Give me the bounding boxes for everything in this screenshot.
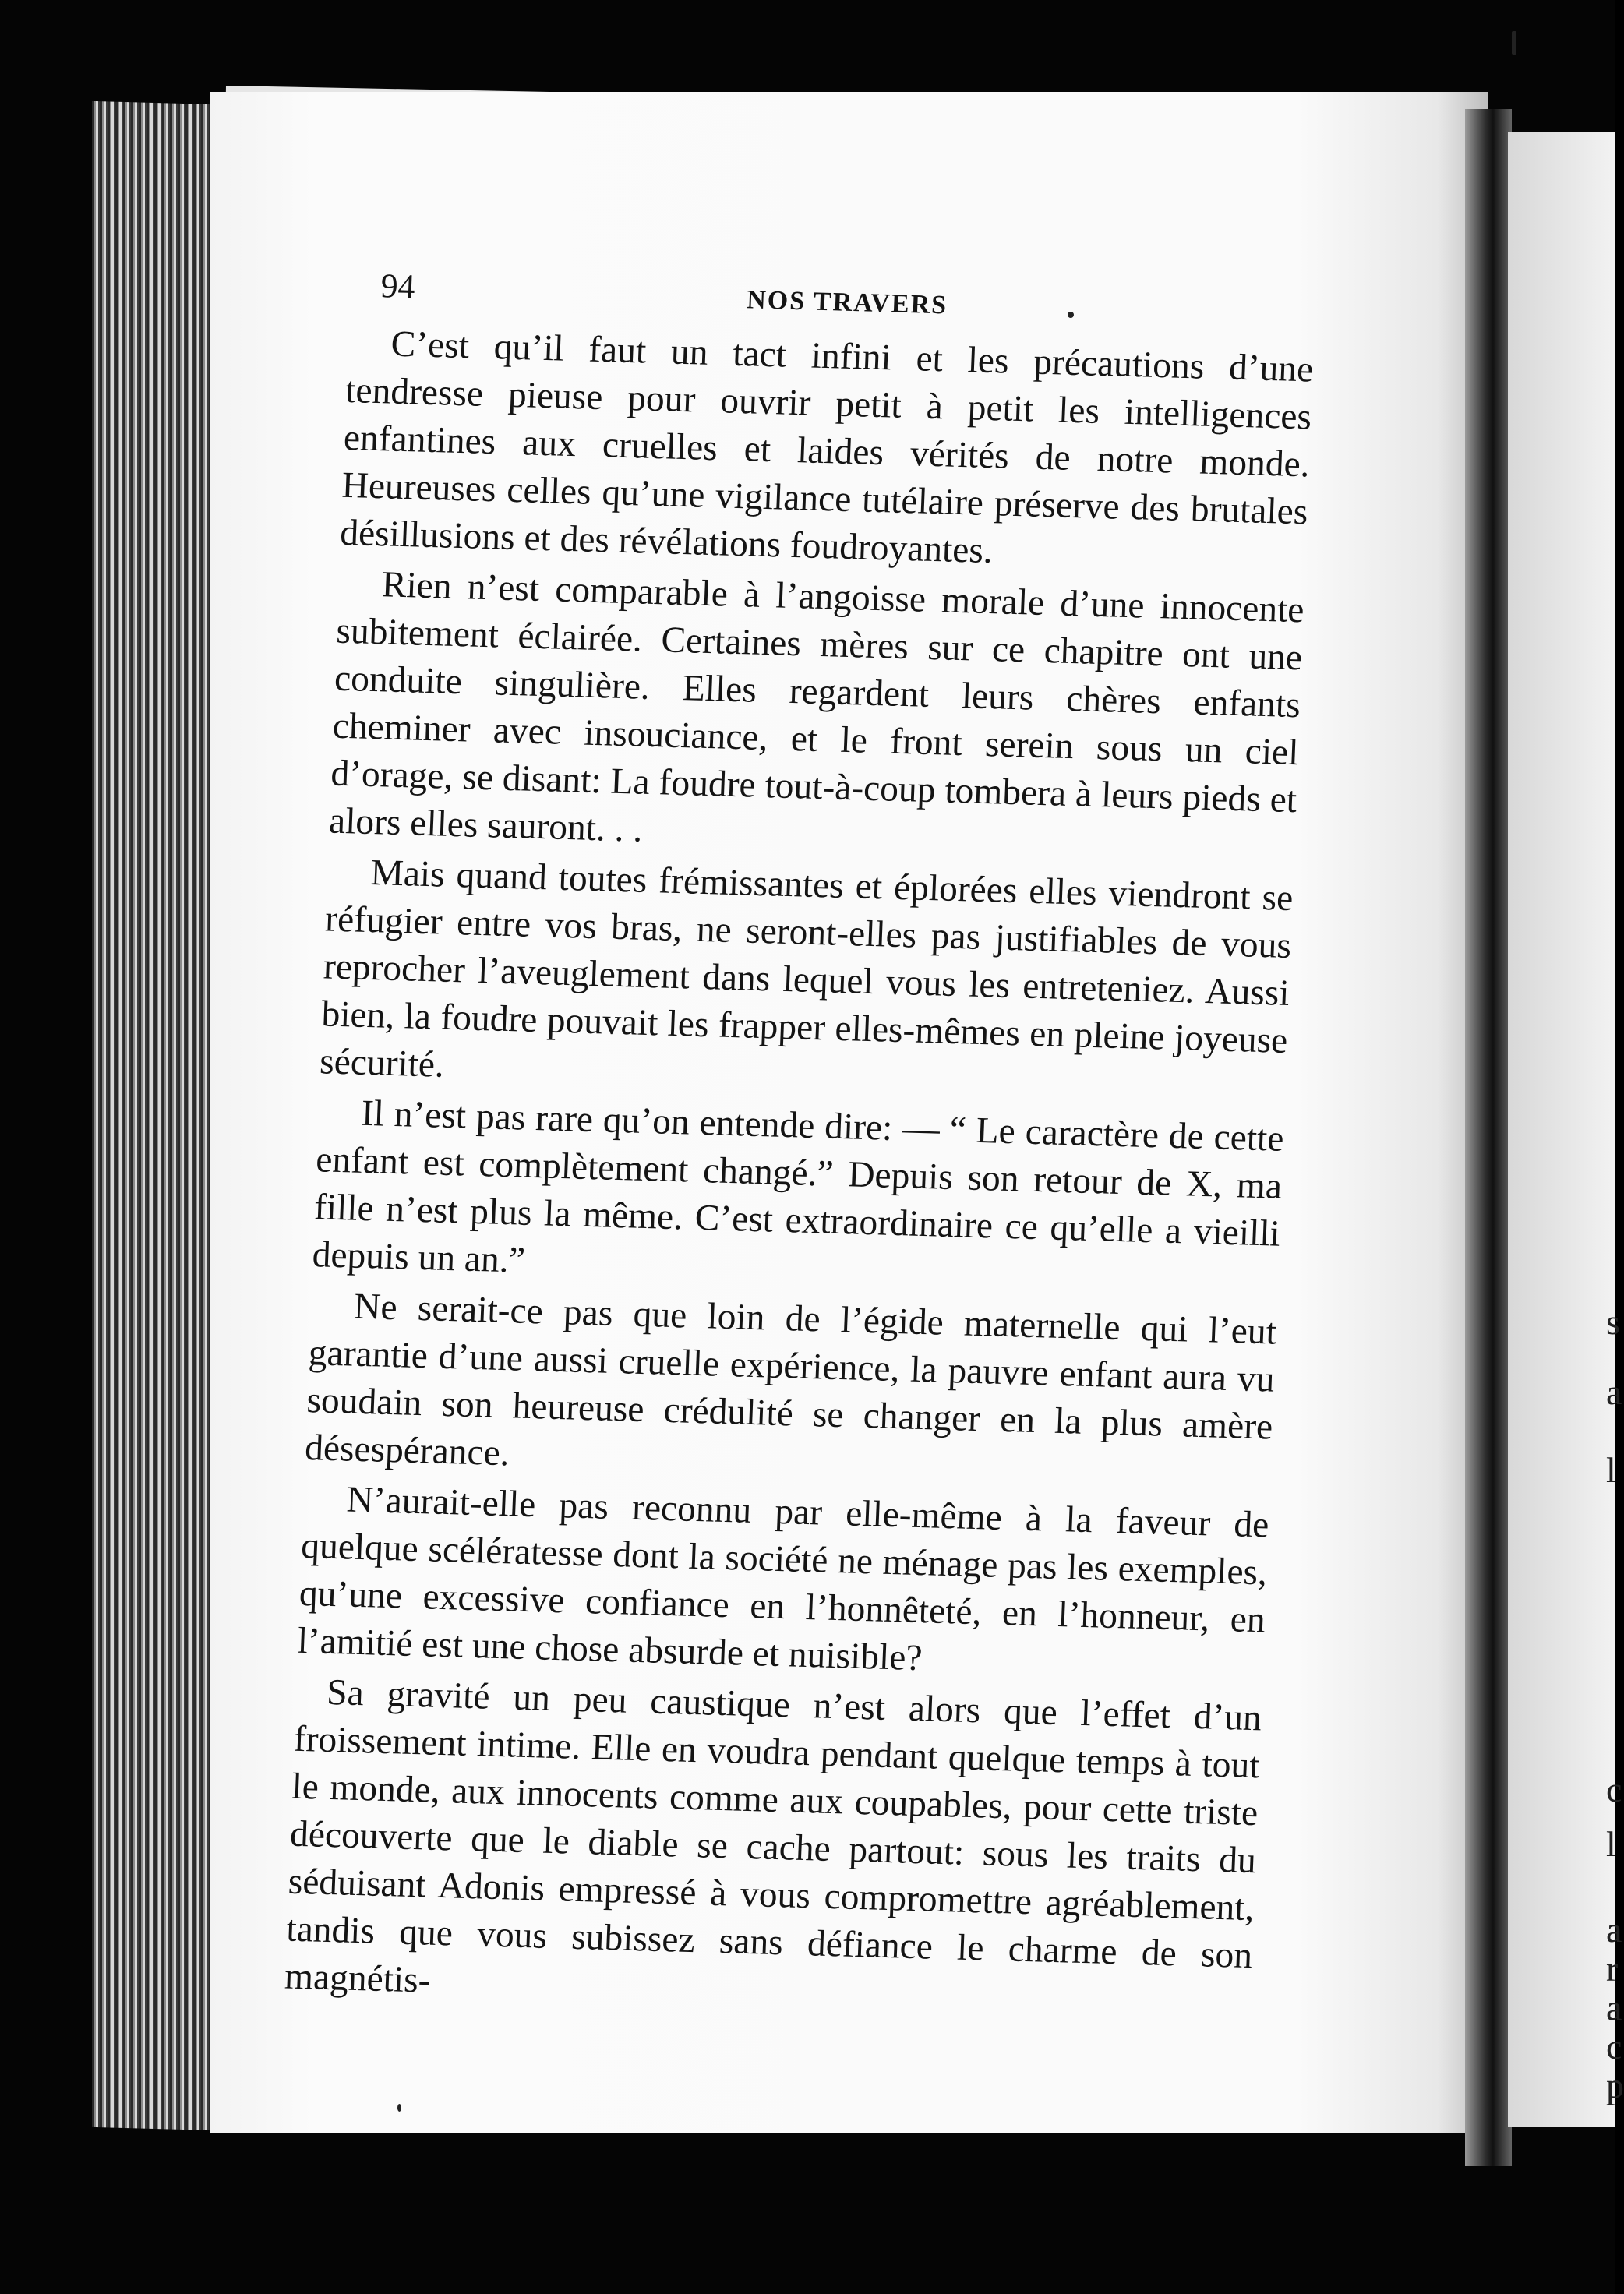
facing-page-letter: a	[1606, 1988, 1622, 2028]
scan-speck	[1068, 312, 1074, 318]
body-paragraph: Mais quand toutes frémissantes et éplorées elles viendront se réfugier entre vos bras, ne seront-elles pas justifiables de vous reprocher l’aveuglement dans lequel vous les entreteniez. Aussi bien, la foudre pouvait les frapper elles-mêmes en pleine joyeuse sécurité.	[319, 852, 1294, 1085]
running-title: NOS TRAVERS	[746, 285, 948, 320]
book-gutter	[1465, 109, 1512, 2166]
facing-page-letter: s	[1606, 1302, 1620, 1342]
body-paragraph: N’aurait-elle pas reconnu par elle-même à la faveur de quelque scélératesse dont la société ne ménage pas les exemples, qu’une excessive confiance en l’honnêteté, en l’honneur, en l’amitié est une chose absurde et nuisible?	[296, 1479, 1270, 1679]
facing-page-letter: c	[1606, 2027, 1622, 2066]
facing-page-letter: a	[1606, 1372, 1622, 1412]
page-text-block	[284, 257, 1317, 2031]
stacked-page-edges	[92, 101, 217, 2130]
body-paragraph: Rien n’est comparable à l’angoisse morale d’une innocente subitement éclairée. Certaines mères sur ce chapitre ont une conduite singulière. Elles regardent leurs chères enfants cheminer avec insouciance, et le front serein sous un ciel d’orage, se disant: La foudre tout-à-coup tombera à leurs pieds et alors elles sauront. . .	[328, 564, 1305, 850]
body-paragraph: Il n’est pas rare qu’on entende dire: — “ Le caractère de cette enfant est complètement changé.” Depuis son retour de X, ma fille n’est plus la même. C’est extraordinaire ce qu’elle a vieilli depuis un an.”	[311, 1092, 1285, 1281]
body-paragraph: Ne serait-ce pas que loin de l’égide maternelle qui l’eut garantie d’une aussi cruelle expérience, la pauvre enfant aura vu soudain son heureuse crédulité se changer en la plus amère désespérance.	[304, 1286, 1277, 1474]
scan-speck	[397, 2104, 401, 2112]
facing-page-letter: l	[1606, 1824, 1616, 1864]
facing-page-letter: r	[1606, 1949, 1619, 1989]
facing-page-letter: p	[1606, 2066, 1624, 2105]
page-number: 94	[380, 266, 416, 306]
body-paragraph: Sa gravité un peu caustique n’est alors que l’effet d’un froissement intime. Elle en voudra pendant quelque temps à tout le monde, aux innocents comme aux coupables, pour cette triste découverte que le diable se cache partout: sous les traits du séduisant Adonis empressé à vous compromettre agréablement, tandis que vous subissez sans défiance le charme de son magnétis-	[284, 1671, 1262, 2001]
facing-page-letter: a	[1606, 1910, 1622, 1950]
facing-page-letter: l	[1606, 1450, 1616, 1490]
body-paragraph: C’est qu’il faut un tact infini et les précautions d’une tendresse pieuse pour ouvrir petit à petit les intelligences enfantines aux cruelles et laides vérités de notre monde. Heureuses celles qu’une vigilance tutélaire préserve des brutales désillusions et des révélations foudroyantes.	[339, 323, 1315, 572]
facing-page-fragment	[1508, 132, 1624, 2127]
facing-page-letter: c	[1606, 1770, 1622, 1809]
scan-speck	[1512, 31, 1516, 55]
